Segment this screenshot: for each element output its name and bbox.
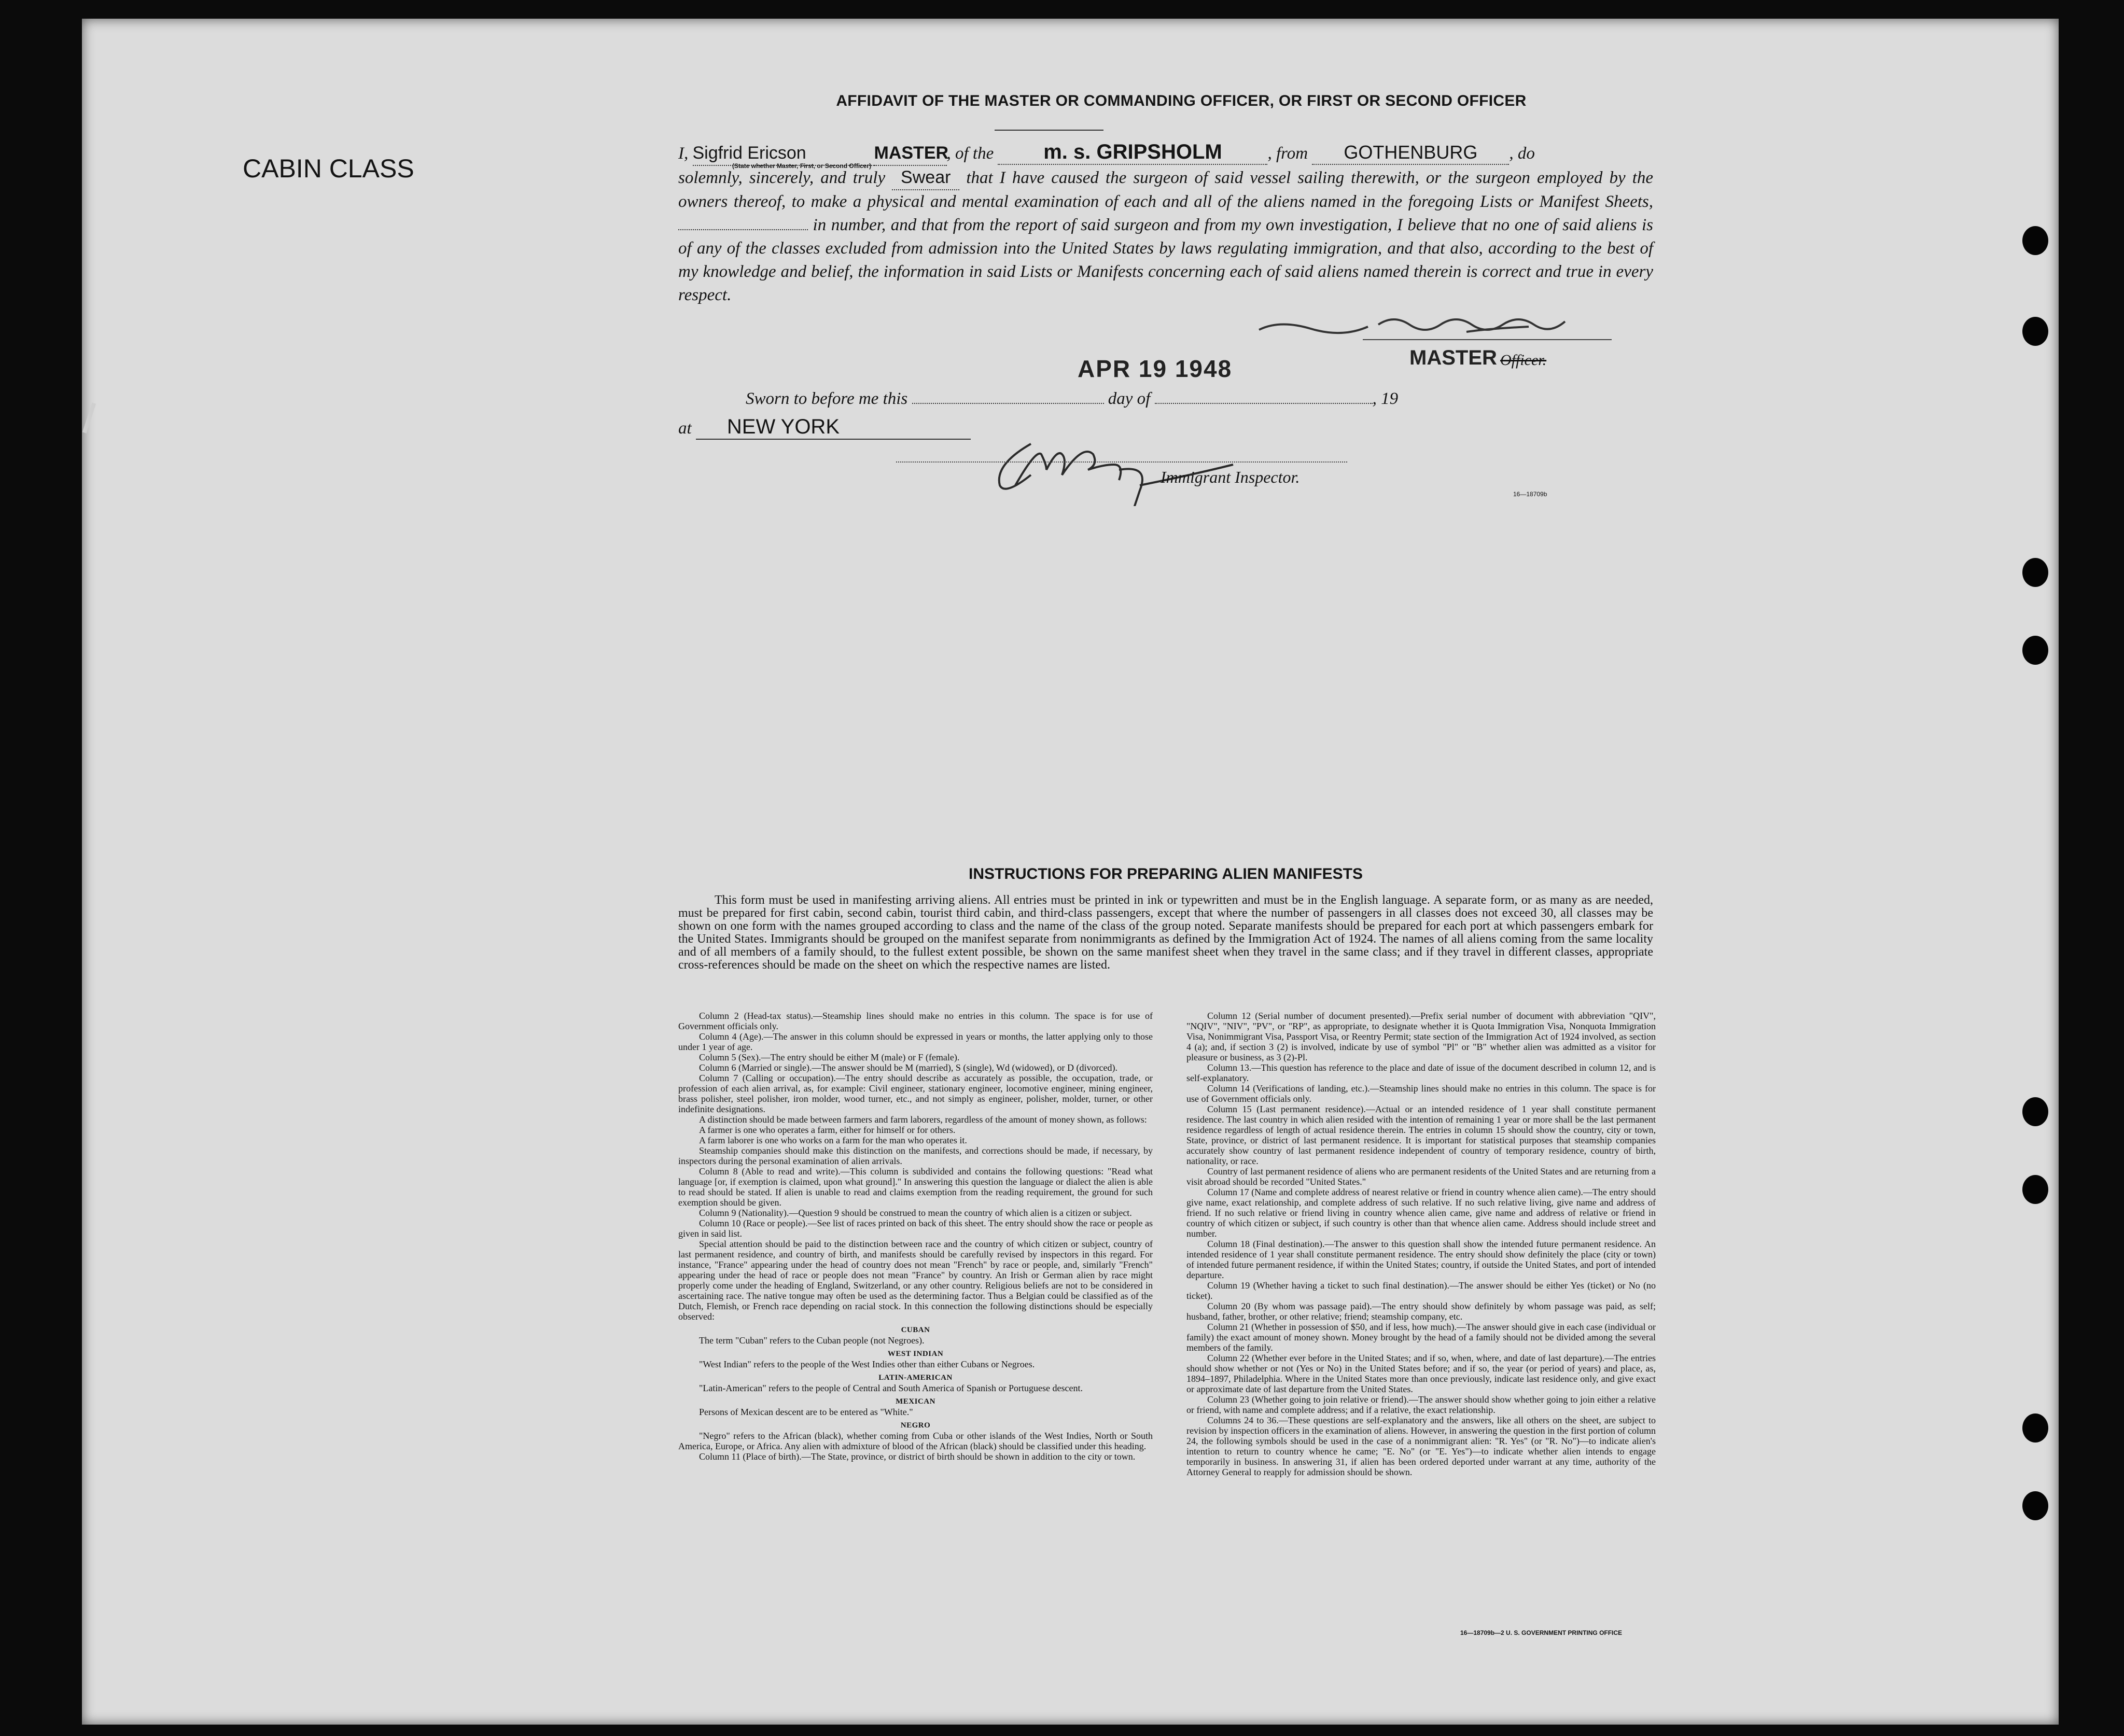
latin-american-heading: LATIN-AMERICAN — [878, 1374, 953, 1382]
instr-right-8: Column 20 (By whom was passage paid).—The entry should show definitely by whom passage was paid, as self; husband, father, brother, or other relative; friend; steamship company, etc. — [1186, 1301, 1656, 1322]
instr-left-5: A distinction should be made between farmers and farm laborers, regardless of the amount of money shown, as follows: — [699, 1114, 1147, 1125]
instr-left-0: Column 2 (Head-tax status).—Steamship lines should make no entries in this column. The space is for use of Government officials only. — [678, 1011, 1153, 1031]
instructions-right-column — [1186, 1011, 1656, 1477]
mexican-text: Persons of Mexican descent are to be entered as "White." — [699, 1407, 913, 1417]
vessel-name: m. s. GRIPSHOLM — [998, 141, 1267, 165]
instr-right-7: Column 19 (Whether having a ticket to such final destination).—The answer should be either Yes (ticket) or No (no ticket). — [1186, 1280, 1656, 1301]
cuban-heading: CUBAN — [901, 1326, 930, 1334]
of-the: , of the — [946, 144, 994, 163]
instructions-intro: This form must be used in manifesting arriving aliens. All entries must be printed in ink or typewritten and must be in the English language. A separate form, or as many as are needed, must be prepared for first cabin, second cabin, tourist third cabin, and third-class passengers, except that where the number of passengers in all classes does not exceed 30, all classes may be shown on one form with the names grouped according to class and the name of the class of the group noted. Separate manifests should be prepared for each port at which passengers embark for the United States. Immigrants should be grouped on the manifest separate from nonimmigrants as defined by the Immigration Act of 1924. The names of all aliens coming from the same locality and of all members of a family should, to the fullest extent possible, be shown on the same manifest sheet when they travel in the same class; and if they travel in different classes, appropriate cross-references should be made on the sheet on which the respective names are listed. — [678, 893, 1653, 972]
instr-right-5: Column 17 (Name and complete address of nearest relative or friend in country whence alien came).—The entry should give name, exact relationship, and complete address of such relative. If no such relative living, give name and address of friend. If no such relative or friend living in country whence alien came, give name and address of relative or friend in country of which citizen or subject, if such country is other than that whence alien came. Address should include street and number. — [1186, 1187, 1656, 1239]
binder-hole — [2022, 558, 2048, 587]
officer-name: Sigfrid Ericson — [693, 142, 874, 166]
swear-word: Swear — [892, 166, 959, 190]
instr-right-11: Column 23 (Whether going to join relative or friend).—The answer should show whether going to join either a relative or friend, with name and complete address; and if a relative, the exact relationship. — [1186, 1394, 1656, 1415]
year-text: , 19 — [1372, 389, 1399, 408]
binder-hole — [2022, 226, 2048, 255]
sworn-day-blank — [912, 403, 1104, 404]
sworn-place: NEW YORK — [696, 415, 971, 440]
day-of: day of — [1108, 389, 1151, 408]
instr-right-1: Column 13.—This question has reference to the place and date of issue of the document described in column 12, and is self-explanatory. — [1186, 1062, 1656, 1083]
line2b: that I have caused the surgeon of said vessel sailing therewith, or the surgeon employed by the owners thereof, to make a physical and mental examination of each and all of the aliens named in the foregoing Lists or Manifest Sheets, — [678, 169, 1654, 211]
instr-right-4: Country of last permanent residence of aliens who are permanent residents of the United States and are returning from a visit abroad should be recorded "United States." — [1186, 1166, 1656, 1187]
binder-hole — [2022, 1491, 2048, 1520]
instr-right-3: Column 15 (Last permanent residence).—Actual or an intended residence of 1 year shall constitute permanent residence. The last country in which alien resided with the intention of remaining 1 year or more shall be the last permanent residence regardless of length of actual residence therein. The entries in column 15 should show the country, city or town, State, province, or district of last permanent residence. It is important for statistical purposes that steamship companies accurately show country of last permanent residence independent of country of temporary residence, country of birth, nationality, or race. — [1186, 1104, 1656, 1166]
edge-mark — [82, 402, 96, 433]
class-label: CABIN CLASS — [243, 154, 414, 183]
inspector-line — [896, 461, 1347, 463]
sworn-line — [746, 389, 1398, 409]
signer-title: MASTER — [1409, 346, 1497, 369]
sworn-text: Sworn to before me this — [746, 389, 908, 408]
officer-rank: MASTER — [874, 142, 947, 166]
manifest-page — [82, 19, 2059, 1725]
vessel-overline — [995, 130, 1103, 131]
instr-right-12: Columns 24 to 36.—These questions are self-explanatory and the answers, like all others on the sheet, are subject to revision by inspection officers in the examination of aliens. However, in answering the question in the first portion of column 24, the following symbols should be used in the case of a nonimmigrant alien: "R. Yes" (or "R. No")—to indicate alien's intention to return to country whence he came; "E. No" (or "E. Yes")—to indicate whether alien intends to engage temporarily in business. In answering 31, if alien has been ordered deported under warrant at any time, authority of the Attorney General to reapply for admission should be shown. — [1186, 1415, 1656, 1477]
month-blank — [1155, 403, 1373, 404]
inspector-signature — [984, 428, 1358, 506]
west-indian-text: "West Indian" refers to the people of the West Indies other than either Cubans or Negroes. — [699, 1359, 1035, 1369]
from: , from — [1267, 144, 1308, 163]
binder-hole — [2022, 1097, 2048, 1126]
instructions-left-column — [678, 1011, 1153, 1462]
inspector-label: Immigrant Inspector. — [1161, 468, 1300, 486]
instr-right-10: Column 22 (Whether ever before in the United States; and if so, when, where, and date of last departure).—The entries should show whether or not (Yes or No) in the United States before; and if so, the year (or period of years) and place, as, 1894–1897, Philadelphia. Where in the United States more than once previously, indicate last residence only, and give exact or approximate date of last departure from the United States. — [1186, 1353, 1656, 1394]
number-blank — [678, 229, 808, 230]
line4b: in number, and that from the report of said surgeon and from my own investigation, I believe that no one of said aliens is of any of the classes excluded from admission into the United States by laws regulating immigration, and that also, according to the best of my knowledge and belief, the information in said Lists or Manifests concerning each of said aliens named therein is correct and true in every respect. — [678, 216, 1654, 304]
at-line — [678, 415, 971, 440]
binder-hole — [2022, 317, 2048, 346]
affidavit-i: I, — [678, 144, 689, 163]
instr-left-1: Column 4 (Age).—The answer in this column should be expressed in years or months, the latter applying only to those under 1 year of age. — [678, 1031, 1153, 1052]
cuban-text: The term "Cuban" refers to the Cuban people (not Negroes). — [699, 1335, 925, 1346]
instr-left-11: Column 10 (Race or people).—See list of races printed on back of this sheet. The entry should show the race or people as given in said list. — [678, 1218, 1153, 1239]
instr-left-3: Column 6 (Married or single).—The answer should be M (married), S (single), Wd (widowed), or D (divorced). — [699, 1062, 1117, 1073]
do: , do — [1509, 144, 1535, 163]
negro-text: "Negro" refers to the African (black), whether coming from Cuba or other islands of the West Indies, North or South America, Europe, or Africa. Any alien with admixture of blood of the African (black) should be classified under this heading. — [678, 1431, 1153, 1451]
instr-right-0: Column 12 (Serial number of document presented).—Prefix serial number of document with abbreviation "QIV", "NQIV", "NIV", "PV", or "RP", as appropriate, to designate whether it is Quota Immigration Visa, Nonquota Immigration Visa, Nonimmigrant Visa, Passport Visa, or Reentry Permit; state section of the Immigration Act of 1924 involved, as section 4 (a); and, if section 3 (2) is involved, indicate by use of symbol "Pl" or "B" whether alien was admitted as a visitor for pleasure or business, as 3 (2)-Pl. — [1186, 1011, 1656, 1062]
instr-left-6: A farmer is one who operates a farm, either for himself or for others. — [699, 1125, 956, 1135]
mexican-heading: MEXICAN — [896, 1397, 935, 1406]
instr-left-12: Special attention should be paid to the distinction between race and the country of which citizen or subject, country of last permanent residence, and country of birth, and manifests should be carefully revised by inspectors in this regard. For instance, "France" appearing under the head of country does not mean "French" by race or people, and, similarly "French" appearing under the head of race or people does not mean "France" by country. An Irish or German alien by race might properly come under the heading of England, Switzerland, or any other country. Religious beliefs are not to be considered in ascertaining race. The native tongue may often be used as the determining factor. Thus a Belgian could be classified as of the Dutch, Flemish, or French race depending on racial stock. In this connection the following distinctions should be especially observed: — [678, 1239, 1153, 1322]
instr-left-8: Steamship companies should make this distinction on the manifests, and corrections should be made, if necessary, by inspectors during the personal examination of alien arrivals. — [678, 1145, 1153, 1166]
latin-american-text: "Latin-American" refers to the people of Central and South America of Spanish or Portuguese descent. — [699, 1383, 1083, 1393]
negro-heading: NEGRO — [900, 1421, 931, 1430]
instr-left-10: Column 9 (Nationality).—Question 9 should be construed to mean the country of which alien is a citizen or subject. — [699, 1208, 1132, 1218]
instr-left-4: Column 7 (Calling or occupation).—The entry should describe as accurately as possible, the occupation, trade, or profession of each alien arrival, as, for example: Civil engineer, stationary engineer, locomotive engineer, mining engineer, brass polisher, steel polisher, iron molder, wood turner, etc., and not simply as engineer, polisher, molder, turner, or other indefinite designations. — [678, 1073, 1153, 1114]
line2a: solemnly, sincerely, and truly — [678, 169, 886, 187]
officer-struck: Officer. — [1500, 352, 1547, 369]
at-text: at — [678, 419, 692, 438]
west-indian-heading: WEST INDIAN — [887, 1350, 944, 1358]
instr-left-7: A farm laborer is one who works on a farm for the man who operates it. — [699, 1135, 967, 1145]
column11-text: Column 11 (Place of birth).—The State, province, or district of birth should be shown in addition to the city or town. — [699, 1451, 1136, 1462]
departure-port: GOTHENBURG — [1312, 141, 1509, 165]
date-stamp: APR 19 1948 — [1078, 355, 1233, 382]
binder-hole — [2022, 1175, 2048, 1204]
instr-left-9: Column 8 (Able to read and write).—This column is subdivided and contains the following questions: "Read what language [or, if exemption is claimed, upon what ground]." In answering this question the language or dialect the alien is able to read should be stated. If alien is unable to read and claims exemption from the reading requirement, the ground for such exemption should be given. — [678, 1166, 1153, 1208]
form-code: 16—18709b — [1513, 491, 1547, 498]
instr-left-2: Column 5 (Sex).—The entry should be either M (male) or F (female). — [699, 1052, 960, 1062]
instr-right-2: Column 14 (Verifications of landing, etc.).—Steamship lines should make no entries in this column. The space is for use of Government officials only. — [1186, 1083, 1656, 1104]
binder-hole — [2022, 636, 2048, 665]
signature-line — [1363, 339, 1612, 340]
binder-hole — [2022, 1413, 2048, 1443]
rank-note: (State whether Master, First, or Second Officer) — [732, 162, 872, 170]
affidavit-heading: AFFIDAVIT OF THE MASTER OR COMMANDING OFFICER, OR FIRST OR SECOND OFFICER — [836, 92, 1527, 109]
instr-right-6: Column 18 (Final destination).—The answer to this question shall show the intended future permanent residence. An intended residence of 1 year shall constitute permanent residence. The entry should show definitely the place (city or town) of intended future permanent residence, if within the United States; country, if outside the United States, and port of intended departure. — [1186, 1239, 1656, 1280]
instructions-title: INSTRUCTIONS FOR PREPARING ALIEN MANIFESTS — [968, 865, 1363, 883]
printing-office-footer: 16—18709b—2 U. S. GOVERNMENT PRINTING OFFICE — [1460, 1629, 1623, 1636]
instr-right-9: Column 21 (Whether in possession of $50, and if less, how much).—The answer should give in each case (individual or family) the exact amount of money shown. Money brought by the head of a family should not be divided among the several members of the family. — [1186, 1322, 1656, 1353]
